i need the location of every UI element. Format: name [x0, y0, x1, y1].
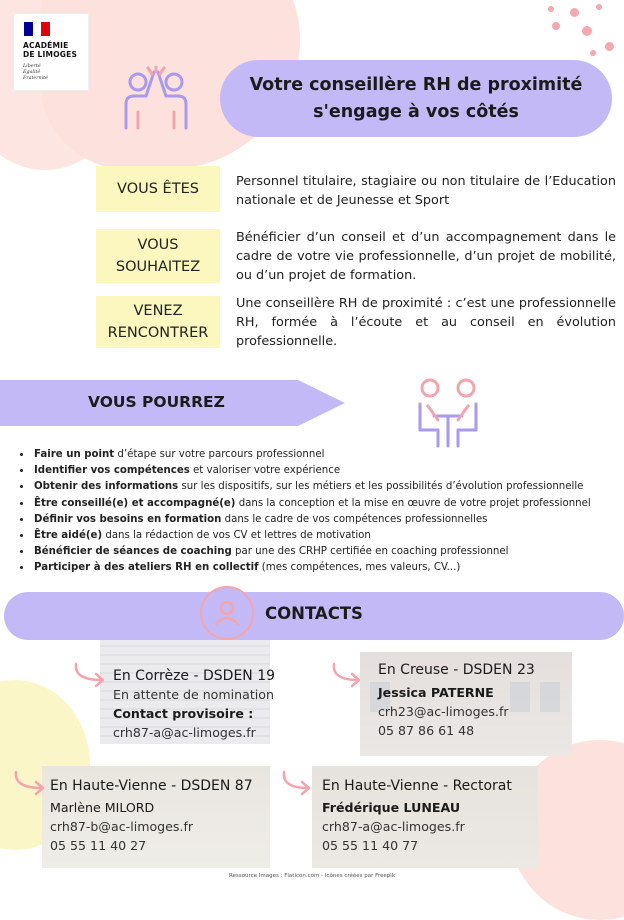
page-title: Votre conseillère RH de proximité s'engage à vos côtés — [249, 75, 583, 122]
logo-motto: Liberté Égalité Fraternité — [23, 64, 48, 81]
high-five-icon — [108, 66, 204, 130]
arrow-icon — [330, 662, 366, 688]
contact-name: Marlène MILORD — [50, 800, 155, 815]
row-text-venez-rencontrer: Une conseillère RH de proximité : c’est une professionnelle RH, formée à l’écoute et au conseil en évolution professionnelle. — [236, 296, 616, 349]
list-item: • Définir vos besoins en formation dans le cadre de vos compétences professionnelles — [32, 512, 624, 528]
contact-name: Jessica PATERNE — [378, 685, 494, 700]
tag-vous-etes: VOUS ÊTES — [96, 166, 220, 212]
tag-vous-souhaitez: VOUS SOUHAITEZ — [96, 229, 220, 283]
decorative-dot — [590, 50, 596, 56]
row-text-vous-etes: Personnel titulaire, stagiaire ou non titulaire de l’Education nationale et de Jeunesse et Sport — [236, 174, 616, 208]
list-item: • Faire un point d’étape sur votre parcours professionnel — [32, 447, 624, 463]
contacts-title: CONTACTS — [265, 604, 363, 623]
decorative-dot — [548, 6, 554, 12]
contact-email[interactable]: crh87-b@ac-limoges.fr — [50, 819, 194, 834]
contact-correze — [113, 668, 275, 742]
list-item: • Identifier vos compétences et valoriser votre expérience — [32, 463, 624, 479]
benefits-list — [18, 447, 624, 577]
contact-heading: En Corrèze - DSDEN 19 — [113, 668, 276, 684]
list-item: • Bénéficier de séances de coaching par une des CRHP certifiée en coaching professionnel — [32, 544, 624, 560]
decorative-dot — [605, 42, 614, 51]
tag-venez-rencontrer: VENEZ RENCONTRER — [96, 296, 220, 348]
list-item: • Participer à des ateliers RH en collectif (mes compétences, mes valeurs, CV...) — [32, 560, 624, 576]
contact-haute-vienne-rectorat — [322, 778, 512, 855]
contact-heading: En Haute-Vienne - DSDEN 87 — [50, 778, 253, 794]
meeting-icon — [408, 376, 488, 448]
contact-name: Frédérique LUNEAU — [322, 800, 461, 815]
arrow-icon — [10, 770, 50, 796]
list-item: • Être aidé(e) dans la rédaction de vos CV et lettres de motivation — [32, 528, 624, 544]
contact-heading: En Creuse - DSDEN 23 — [378, 662, 535, 678]
contact-email[interactable]: crh23@ac-limoges.fr — [378, 704, 509, 719]
contact-creuse — [378, 662, 535, 740]
contact-haute-vienne-dsden — [50, 778, 253, 855]
academie-logo — [14, 14, 88, 90]
contact-person-icon — [200, 586, 254, 640]
decorative-dot — [552, 22, 560, 30]
contact-label: Contact provisoire : — [113, 706, 254, 721]
row-text-vous-souhaitez: Bénéficier d’un conseil et d’un accompagnement dans le cadre de votre vie professionnelle, d’un projet de mobilité, ou d’un projet de formation. — [236, 230, 616, 283]
contact-email[interactable]: crh87-a@ac-limoges.fr — [113, 725, 256, 740]
image-credit: Ressource Images : Flaticon.com - Icônes créées par Freepik — [228, 873, 396, 879]
logo-title: ACADÉMIE DE LIMOGES — [23, 41, 78, 59]
contact-phone: 05 87 86 61 48 — [378, 723, 475, 738]
vous-pourrez-title: VOUS POURREZ — [88, 393, 225, 411]
contact-heading: En Haute-Vienne - Rectorat — [322, 778, 512, 794]
arrow-icon — [280, 770, 316, 796]
marianne-flag — [24, 22, 50, 36]
contact-phone: 05 55 11 40 27 — [50, 838, 147, 853]
contact-status: En attente de nomination — [113, 687, 274, 702]
decorative-dot — [570, 8, 579, 17]
arrow-icon — [70, 662, 110, 688]
contact-phone: 05 55 11 40 77 — [322, 838, 419, 853]
decorative-dot — [596, 4, 602, 10]
decorative-dot — [582, 26, 592, 36]
contact-email[interactable]: crh87-a@ac-limoges.fr — [322, 819, 465, 834]
list-item: • Être conseillé(e) et accompagné(e) dans la conception et la mise en œuvre de votre projet professionnel — [32, 496, 624, 512]
list-item: • Obtenir des informations sur les dispositifs, sur les métiers et les possibilités d’évolution professionnelle — [32, 479, 624, 495]
